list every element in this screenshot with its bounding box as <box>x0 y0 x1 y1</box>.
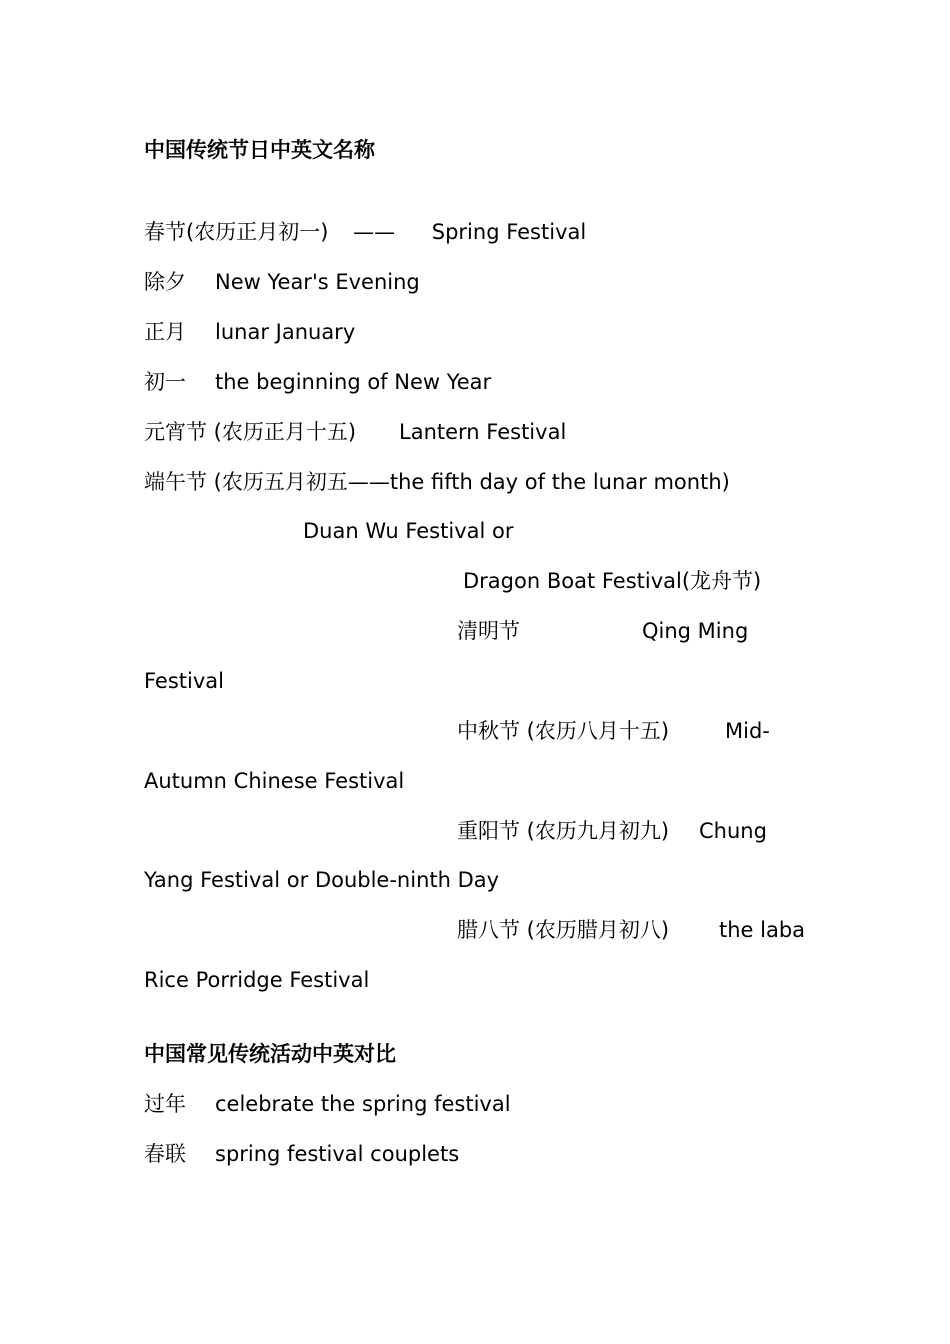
entry-duanwu-line1: 端午节 (农历五月初五——the fifth day of the lunar month) <box>144 470 730 494</box>
entry-en: Qing Ming <box>642 619 749 643</box>
entry-cn: 重阳节 (农历九月初九) <box>457 819 670 843</box>
entry-spring-festival <box>144 218 586 246</box>
entry-en: the beginning of New Year <box>215 370 492 394</box>
entry-chongyang-line2: Yang Festival or Double-ninth Day <box>144 868 500 892</box>
entry-cn: 元宵节 (农历正月十五) <box>144 420 357 444</box>
entry-lunar-january <box>144 318 355 346</box>
entry-chongyang-line1 <box>457 817 767 845</box>
entry-en: Mid- <box>725 719 770 743</box>
entry-cn: 清明节 <box>457 619 520 643</box>
entry-cn: 腊八节 (农历腊月初八) <box>457 918 670 942</box>
entry-new-years-evening <box>144 268 420 296</box>
entry-duanwu-line2: Duan Wu Festival or <box>303 519 514 543</box>
entry-duanwu-line3: Dragon Boat Festival(龙舟节) <box>463 569 762 593</box>
entry-cn: 过年 <box>144 1092 186 1116</box>
entry-cn: 除夕 <box>144 270 186 294</box>
entry-couplets <box>144 1140 459 1168</box>
entry-laba-line2: Rice Porridge Festival <box>144 968 370 992</box>
entry-midautumn-line1 <box>457 717 770 745</box>
entry-en: the laba <box>719 918 806 942</box>
entry-cn: 初一 <box>144 370 186 394</box>
entry-dash: —— <box>353 220 396 244</box>
entry-qingming-line2: Festival <box>144 669 224 693</box>
entry-en: New Year's Evening <box>215 270 420 294</box>
entry-celebrate <box>144 1090 511 1118</box>
section-heading-activities: 中国常见传统活动中英对比 <box>144 1042 396 1066</box>
entry-qingming-line1 <box>457 617 748 645</box>
entry-en: celebrate the spring festival <box>215 1092 511 1116</box>
entry-laba-line1 <box>457 916 805 944</box>
entry-en: Spring Festival <box>431 220 587 244</box>
entry-lantern-festival <box>144 418 566 446</box>
entry-en: lunar January <box>215 320 356 344</box>
entry-cn: 正月 <box>144 320 186 344</box>
entry-en: Chung <box>699 819 767 843</box>
entry-en: Lantern Festival <box>399 420 567 444</box>
entry-midautumn-line2: Autumn Chinese Festival <box>144 769 405 793</box>
entry-cn: 春节(农历正月初一) <box>144 220 329 244</box>
section-heading-festivals: 中国传统节日中英文名称 <box>144 138 375 162</box>
entry-cn: 中秋节 (农历八月十五) <box>457 719 670 743</box>
entry-cn: 春联 <box>144 1142 186 1166</box>
entry-en: spring festival couplets <box>215 1142 460 1166</box>
entry-beginning-new-year <box>144 368 491 396</box>
